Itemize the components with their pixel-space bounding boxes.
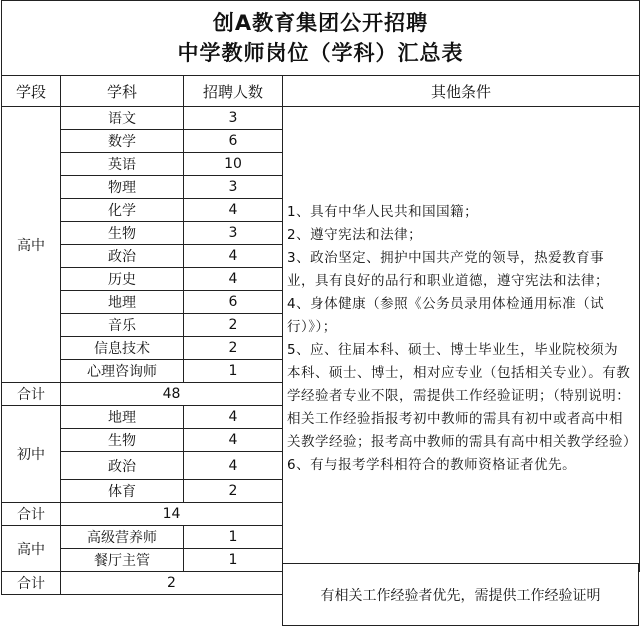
count-cell: 1 [184,549,283,572]
subject-cell: 英语 [61,153,184,176]
header-conditions: 其他条件 [283,76,640,107]
subject-cell: 历史 [61,268,184,291]
condition-item: 6、有与报考学科相符合的教师资格证者优先。 [287,457,577,473]
subject-cell: 体育 [61,480,184,503]
subject-cell: 音乐 [61,314,184,337]
count-cell: 4 [184,245,283,268]
staff-conditions-cell [282,563,639,626]
subject-cell: 生物 [61,429,184,452]
count-cell: 2 [184,314,283,337]
subject-cell: 政治 [61,245,184,268]
count-cell: 3 [184,176,283,199]
condition-item: 5、应、往届本科、硕士、博士毕业生，毕业院校须为本科、硕士、博士，相对应专业（包括相关专业）。有教学经验者专业不限，需提供工作经验证明；（特别说明：相关工作经验指报考初中教师的需具有初中或者高中相关教学经验；报考高中教师的需具有高中相关教学经验） [287,342,637,450]
total-label: 合计 [2,383,61,406]
subject-cell: 地理 [61,406,184,429]
condition-item: 3、政治坚定、拥护中国共产党的领导，热爱教育事业，具有良好的品行和职业道德，遵守宪法和法律； [287,250,609,289]
count-cell: 2 [184,480,283,503]
condition-item: 1、具有中华人民共和国国籍； [287,204,479,220]
count-cell: 3 [184,107,283,130]
header-stage: 学段 [2,76,61,107]
title-cell [2,1,640,76]
stage-junior: 初中 [2,406,61,503]
header-subject: 学科 [61,76,184,107]
count-cell: 4 [184,406,283,429]
count-cell: 6 [184,130,283,153]
total-value: 14 [61,503,283,526]
condition-item: 2、遵守宪法和法律； [287,227,423,243]
subject-cell: 生物 [61,222,184,245]
total-value: 2 [61,572,283,595]
count-cell: 3 [184,222,283,245]
count-cell: 4 [184,429,283,452]
count-cell: 4 [184,452,283,480]
recruitment-table [1,0,640,595]
subject-cell: 餐厅主管 [61,549,184,572]
subject-cell: 数学 [61,130,184,153]
count-cell: 2 [184,337,283,360]
subject-cell: 语文 [61,107,184,130]
count-cell: 4 [184,199,283,222]
condition-item: 4、身体健康（参照《公务员录用体检通用标准（试行）》）； [287,296,605,335]
title-line-2: 中学教师岗位（学科）汇总表 [177,41,464,65]
subject-cell: 高级营养师 [61,526,184,549]
count-cell: 10 [184,153,283,176]
subject-cell: 物理 [61,176,184,199]
conditions-cell [283,107,640,572]
count-cell: 1 [184,360,283,383]
title-line-1: 创A教育集团公开招聘 [212,11,429,35]
count-cell: 6 [184,291,283,314]
subject-cell: 化学 [61,199,184,222]
subject-cell: 心理咨询师 [61,360,184,383]
count-cell: 1 [184,526,283,549]
total-label: 合计 [2,572,61,595]
subject-cell: 信息技术 [61,337,184,360]
count-cell: 4 [184,268,283,291]
header-count: 招聘人数 [184,76,283,107]
subject-cell: 政治 [61,452,184,480]
staff-conditions-text: 有相关工作经验者优先，需提供工作经验证明 [320,587,601,604]
stage-high: 高中 [2,107,61,383]
subject-cell: 地理 [61,291,184,314]
total-value: 48 [61,383,283,406]
total-label: 合计 [2,503,61,526]
stage-staff: 高中 [2,526,61,572]
